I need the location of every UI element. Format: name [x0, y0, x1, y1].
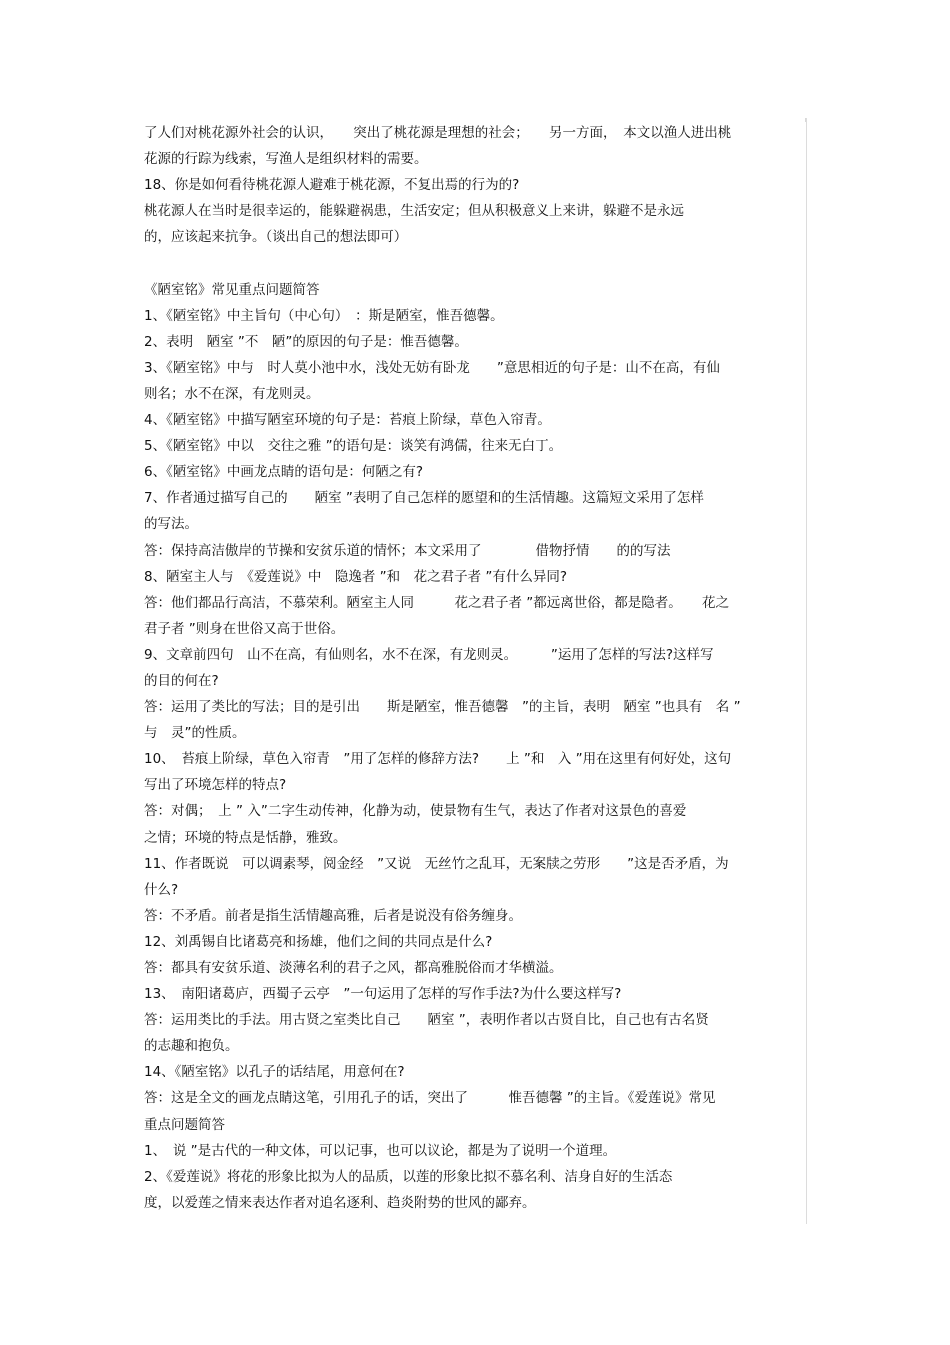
text-line: 2、《爱莲说》将花的形象比拟为人的品质，以莲的形象比拟不慕名利、洁身自好的生活态 [144, 1168, 673, 1185]
text-line: 12、刘禹锡自比诸葛亮和扬雄，他们之间的共同点是什么? [144, 933, 493, 950]
answer-line: 答：都具有安贫乐道、淡薄名利的君子之风，都高雅脱俗而才华横溢。 [144, 960, 563, 976]
blank-line [144, 250, 804, 276]
text-line: 7、作者通过描写自己的 陋室 ”表明了自己怎样的愿望和的生活情趣。这篇短文采用了怎样 [144, 490, 704, 507]
section-title-loushiming: 《陋室铭》常见重点问题简答 [144, 281, 320, 298]
page-border-right [806, 118, 807, 1224]
text-line: 10、 苔痕上阶绿，草色入帘青 ”用了怎样的修辞方法? 上 ”和 入 ”用在这里有何好处，这句 [144, 751, 732, 768]
text-line: 之情；环境的特点是恬静，雅致。 [144, 829, 347, 846]
text-line: 4、《陋室铭》中描写陋室环境的句子是：苔痕上阶绿，草色入帘青。 [144, 412, 551, 429]
text-line: 写出了环境怎样的特点? [144, 777, 287, 794]
answer-line: 答：保持高洁傲岸的节操和安贫乐道的情怀；本文采用了 借物抒情 的的写法 [144, 542, 671, 559]
text-line: 6、《陋室铭》中画龙点睛的语句是：何陋之有? [144, 464, 424, 481]
answer-line: 答：这是全文的画龙点睛这笔，引用孔子的话，突出了 惟吾德馨 ”的主旨。《爱莲说》常见 [144, 1090, 716, 1107]
text-line: 3、《陋室铭》中与 时人莫小池中水，浅处无妨有卧龙 ”意思相近的句子是：山不在高，有仙 [144, 359, 720, 376]
answer-line: 答：不矛盾。前者是指生活情趣高雅，后者是说没有俗务缠身。 [144, 907, 522, 924]
text-line: 了人们对桃花源外社会的认识， 突出了桃花源是理想的社会； 另一方面， 本文以渔人进出桃 [144, 125, 732, 141]
text-line: 的目的何在? [144, 672, 219, 689]
answer-line: 答：运用了类比的写法；目的是引出 斯是陋室，惟吾德馨 ”的主旨，表明 陋室 ”也具有 名 ” [144, 699, 741, 716]
text-line: 的，应该起来抗争。（谈出自己的想法即可） [144, 229, 408, 246]
text-line: 的写法。 [144, 516, 198, 533]
text-line: 9、文章前四句 山不在高，有仙则名，水不在深，有龙则灵。 ”运用了怎样的写法?这样写 [144, 646, 714, 663]
text-line: 13、 南阳诸葛庐，西蜀子云亭 ”一句运用了怎样的写作手法?为什么要这样写? [144, 986, 622, 1003]
question-18: 18、你是如何看待桃花源人避难于桃花源，不复出焉的行为的? [144, 177, 520, 194]
text-line: 桃花源人在当时是很幸运的，能躲避祸患，生活安定；但从积极意义上来讲，躲避不是永远 [144, 203, 684, 220]
text-line: 什么? [144, 881, 179, 898]
section-title-ailianshuo: 重点问题简答 [144, 1116, 225, 1133]
text-line: 则名；水不在深，有龙则灵。 [144, 385, 320, 402]
answer-line: 答：对偶； 上 ” 入”二字生动传神，化静为动，使景物有生气，表达了作者对这景色的喜爱 [144, 803, 687, 820]
text-line: 君子者 ”则身在世俗又高于世俗。 [144, 620, 345, 637]
text-line: 与 灵”的性质。 [144, 725, 246, 742]
text-line: 11、作者既说 可以调素琴，阅金经 ”又说 无丝竹之乱耳，无案牍之劳形 ”这是否矛盾，为 [144, 855, 729, 872]
text-line: 8、陋室主人与 《爱莲说》中 隐逸者 ”和 花之君子者 ”有什么异同? [144, 568, 568, 585]
text-line: 的志趣和抱负。 [144, 1038, 239, 1055]
text-line: 2、表明 陋室 ”不 陋”的原因的句子是：惟吾德馨。 [144, 333, 468, 350]
text-line: 14、《陋室铭》以孔子的话结尾，用意何在? [144, 1064, 405, 1081]
text-line: 1、 说 ”是古代的一种文体，可以记事，也可以议论，都是为了说明一个道理。 [144, 1142, 617, 1159]
text-line: 5、《陋室铭》中以 交往之雅 ”的语句是：谈笑有鸿儒，往来无白丁。 [144, 438, 563, 455]
answer-line: 答：他们都品行高洁，不慕荣利。陋室主人同 花之君子者 ”都远离世俗，都是隐者。 花之 [144, 594, 730, 611]
answer-line: 答：运用类比的手法。用古贤之室类比自己 陋室 ”，表明作者以古贤自比，自己也有古名贤 [144, 1012, 709, 1029]
text-line: 花源的行踪为线索，写渔人是组织材料的需要。 [144, 151, 428, 168]
text-line: 1、《陋室铭》中主旨句（中心句） ：斯是陋室，惟吾德馨。 [144, 307, 504, 324]
text-line: 度，以爱莲之情来表达作者对追名逐利、趋炎附势的世风的鄙弃。 [144, 1194, 536, 1211]
document-body [144, 120, 804, 1216]
